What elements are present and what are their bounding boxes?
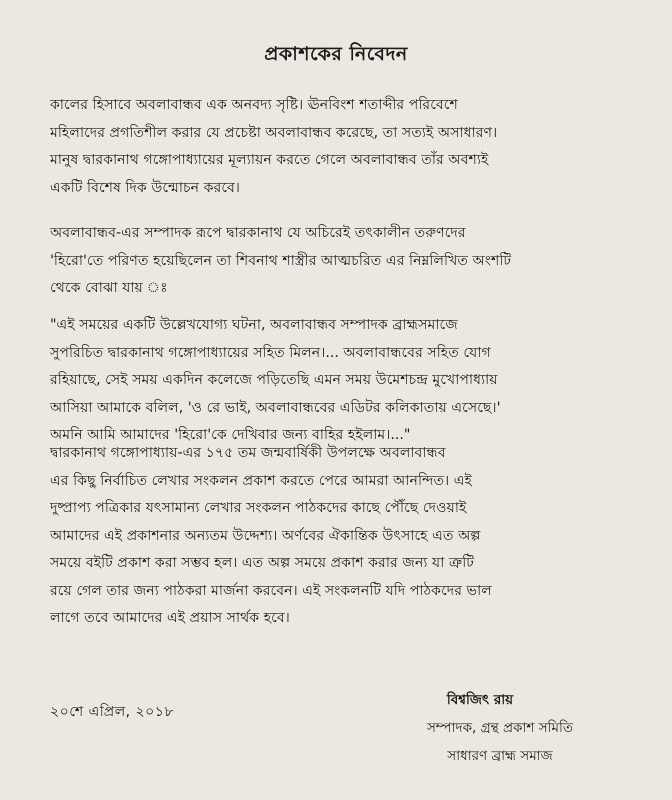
text-line: সুপরিচিত দ্বারকানাথ গঙ্গোপাধ্যায়ের সহিত মিলন।... অবলাবান্ধবের সহিত যোগ	[50, 344, 491, 361]
text-line: দ্বারকানাথ গঙ্গোপাধ্যায়-এর ১৭৫ তম জন্মবার্ষিকী উপলক্ষে অবলাবান্ধব	[50, 445, 446, 461]
signatory-role: সম্পাদক, গ্রন্থ প্রকাশ সমিতি	[427, 720, 573, 736]
text-line: রয়ে গেল তার জন্য পাঠকরা মার্জনা করবেন। এই সংকলনটি যদি পাঠকদের ভাল	[50, 582, 492, 599]
quotation-paragraph	[50, 312, 630, 450]
text-line: আমাদের এই প্রকাশনার অন্যতম উদ্দেশ্য। অর্ণবের ঐকান্তিক উৎসাহে এত অল্প	[50, 527, 481, 544]
signatory-organization: সাধারণ ব্রাহ্ম সমাজ	[447, 748, 553, 764]
text-line: একটি বিশেষ দিক উন্মোচন করবে।	[50, 179, 240, 196]
text-line: মানুষ দ্বারকানাথ গঙ্গোপাধ্যায়ের মূল্যায়ন করতে গেলে অবলাবান্ধব তাঁর অবশ্যই	[50, 152, 489, 168]
intro-paragraph	[50, 92, 630, 202]
publication-date: ২০শে এপ্রিল, ২০১৮	[50, 704, 174, 720]
text-line: থেকে বোঝা যায় ঃ	[50, 280, 168, 296]
signature-block	[380, 686, 620, 770]
editor-paragraph	[50, 220, 630, 303]
text-line: অবলাবান্ধব-এর সম্পাদক রূপে দ্বারকানাথ যে অচিরেই তৎকালীন তরুণদের	[50, 225, 466, 241]
text-line: 'হিরো'তে পরিণত হয়েছিলেন তা শিবনাথ শাস্ত্রীর আত্মচরিত এর নিম্নলিখিত অংশটি	[50, 252, 512, 269]
page-title: প্রকাশকের নিবেদন	[264, 43, 408, 65]
text-line: আসিয়া আমাকে বলিল, 'ও রে ভাই, অবলাবান্ধবের এডিটর কলিকাতায় এসেছে।'	[50, 399, 501, 416]
text-line: সময়ে বইটি প্রকাশ করা সম্ভব হল। এত অল্প সময়ে প্রকাশ করার জন্য যা ত্রুটি	[50, 555, 475, 571]
text-line: কালের হিসাবে অবলাবান্ধব এক অনবদ্য সৃষ্টি। ঊনবিংশ শতাব্দীর পরিবেশে	[50, 97, 458, 113]
anniversary-paragraph	[50, 440, 630, 633]
text-line: এর কিছু নির্বাচিত লেখার সংকলন প্রকাশ করতে পেরে আমরা আনন্দিত। এই	[50, 472, 472, 489]
signatory-name: বিশ্বজিৎ রায়	[446, 692, 514, 708]
text-line: অমনি আমি আমাদের 'হিরো'কে দেখিবার জন্য বাহির হইলাম।..."	[50, 427, 411, 443]
text-line: মহিলাদের প্রগতিশীল করার যে প্রচেষ্টা অবলাবান্ধব করেছে, তা সত্যই অসাধারণ।	[50, 124, 498, 141]
text-line: রহিয়াছে, সেই সময় একদিন কলেজে পড়িতেছি এমন সময় উমেশচন্দ্র মুখোপাধ্যায়	[50, 372, 498, 388]
text-line: লাগে তবে আমাদের এই প্রয়াস সার্থক হবে।	[50, 610, 290, 626]
text-line: "এই সময়ের একটি উল্লেখযোগ্য ঘটনা, অবলাবান্ধব সম্পাদক ব্রাহ্মসমাজে	[50, 317, 458, 333]
text-line: দুষ্প্রাপ্য পত্রিকার যৎসামান্য লেখার সংকলন পাঠকদের কাছে পৌঁছে দেওয়াই	[50, 500, 467, 516]
